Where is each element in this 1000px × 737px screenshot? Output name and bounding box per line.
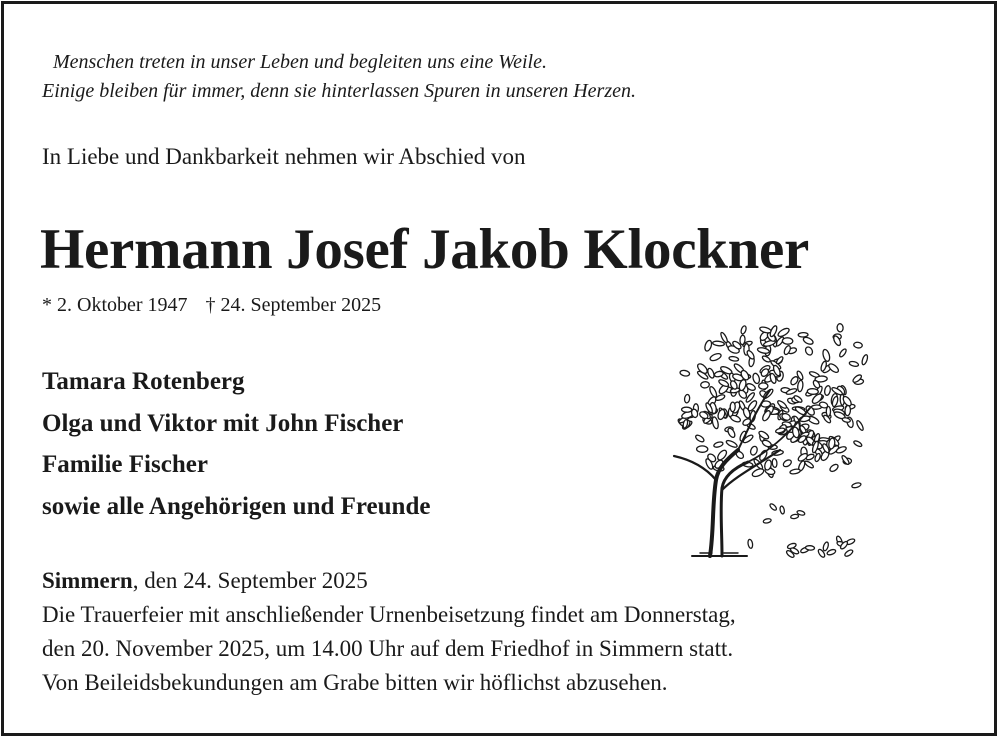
ceremony-line-3: Von Beileidsbekundungen am Grabe bitten wir höflichst abzusehen. [42,670,668,695]
closing-section [42,564,736,700]
quote-line-1: Menschen treten in unser Leben und begleiten uns eine Weile. [53,51,547,73]
obituary-notice [1,1,997,736]
birth-date: * 2. Oktober 1947 [42,294,188,316]
ceremony-line-1: Die Trauerfeier mit anschließender Urnenbeisetzung findet am Donnerstag, [42,602,736,627]
place-name: Simmern [42,568,133,593]
intro-text: In Liebe und Dankbarkeit nehmen wir Abschied von [42,144,526,169]
life-dates [42,294,381,317]
mourners-list [42,361,430,527]
ceremony-line-2: den 20. November 2025, um 14.00 Uhr auf dem Friedhof in Simmern statt. [42,636,734,661]
mourner-line: Familie Fischer [42,451,208,478]
deceased-name: Hermann Josef Jakob Klockner [40,218,810,281]
quote-line-2: Einige bleiben für immer, denn sie hinterlassen Spuren in unseren Herzen. [42,80,636,102]
mourner-line: sowie alle Angehörigen und Freunde [42,492,431,520]
notice-date: , den 24. September 2025 [132,568,368,593]
memorial-quote [42,48,636,106]
place-date-line [42,564,736,598]
death-date: † 24. September 2025 [205,294,382,316]
mourner-line: Tamara Rotenberg [42,368,245,395]
mourner-line: Olga und Viktor mit John Fischer [42,409,404,437]
windblown-tree-icon [652,300,872,562]
